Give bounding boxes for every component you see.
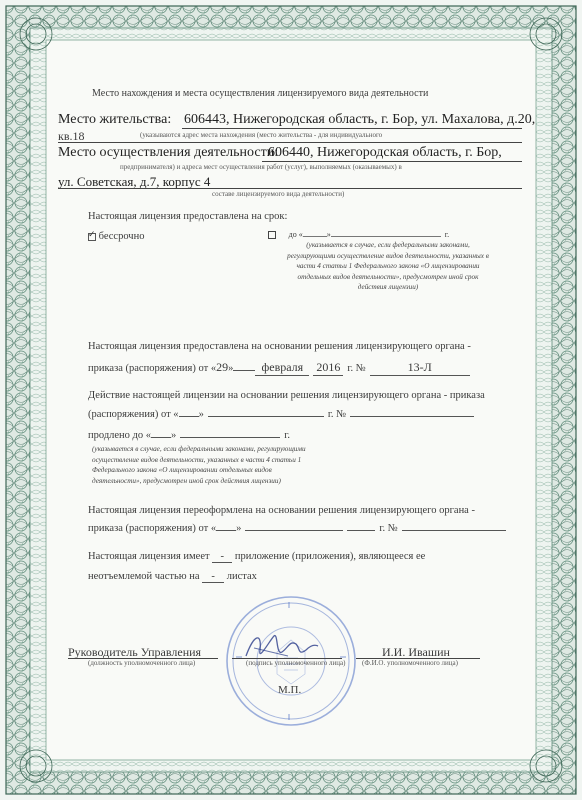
appendix-line1	[88, 551, 425, 563]
activity-place-note-2: составе лицензируемого вида деятельности)	[212, 190, 345, 198]
until-suffix: г.	[444, 230, 450, 239]
appendix-line2-prefix: неотъемлемой частью на	[88, 571, 200, 582]
extension-quote-close-2: »	[171, 430, 177, 441]
until-month-blank	[331, 236, 441, 237]
appendix-count: -	[212, 551, 232, 563]
sign-note: (подпись уполномоченного лица)	[246, 659, 346, 667]
extension-g-no: г. №	[327, 409, 347, 420]
name-note: (Ф.И.О. уполномоченного лица)	[362, 659, 458, 667]
reissue-line2	[88, 523, 506, 534]
until-prefix: до «	[288, 230, 303, 239]
signatory-name: И.И. Ивашин	[382, 645, 450, 659]
term-intro: Настоящая лицензия предоставлена на срок:	[88, 211, 288, 222]
until-mid: »	[326, 230, 331, 239]
until-day-blank	[303, 236, 327, 237]
section-title: Место нахождения и места осуществления лицензируемого вида деятельности	[92, 88, 429, 99]
basis-order-prefix: приказа (распоряжения) от «	[88, 363, 217, 374]
activity-underline-2	[58, 188, 522, 189]
reissue-quote-close: »	[236, 523, 242, 534]
basis-month: февраля	[255, 360, 309, 376]
term-note: (указывается в случае, если федеральными законами, регулирующими осуществление видов деятельности, указанных в части 4 статьи 1 Федерального закона «О лицензировании отдельных видов деятельности», предусмотрен иной срок действия лицензии)	[287, 241, 489, 291]
extension-line1: Действие настоящей лицензии на основании решения лицензирующего органа - приказа	[88, 390, 485, 401]
extension-extended-prefix: продлено до «	[88, 430, 152, 441]
basis-line1: Настоящая лицензия предоставлена на основании решения лицензирующего органа -	[88, 341, 471, 352]
activity-place-label: Место осуществления деятельности:	[58, 145, 279, 160]
basis-quote-close: »	[228, 363, 234, 374]
appendix-line2	[88, 571, 257, 583]
extension-line2	[88, 409, 474, 420]
residence-value: 606443, Нижегородская область, г. Бор, ул. Махалова, д.20,	[184, 112, 536, 127]
basis-year: 2016	[313, 360, 343, 376]
basis-line2	[88, 360, 470, 376]
extension-g: г.	[284, 430, 291, 441]
seal-place-label: М.П.	[278, 684, 302, 696]
appendix-sheets: -	[202, 571, 224, 583]
residence-label: Место жительства:	[58, 112, 172, 127]
extension-quote-close: »	[198, 409, 204, 420]
extension-line3	[88, 430, 290, 441]
reissue-g-no: г. №	[379, 523, 398, 534]
residence-underline	[182, 128, 522, 129]
until-checkbox	[268, 231, 276, 239]
appendix-prefix: Настоящая лицензия имеет	[88, 551, 210, 562]
reissue-line1: Настоящая лицензия переоформлена на основании решения лицензирующего органа -	[88, 505, 475, 516]
extension-order-prefix: (распоряжения) от «	[88, 409, 179, 420]
activity-place-note: предпринимателя) и адреса мест осуществления работ (услуг), выполняемых (оказываемых) в	[120, 163, 402, 171]
activity-underline	[262, 161, 522, 162]
appendix-line2-suffix: листах	[226, 571, 257, 582]
reissue-order-prefix: приказа (распоряжения) от «	[88, 523, 217, 534]
indefinite-checkbox: ✓	[88, 228, 96, 239]
residence-underline-2	[58, 142, 522, 143]
term-until-option	[268, 229, 449, 240]
residence-value-cont: кв.18	[58, 129, 85, 143]
basis-day: 29	[216, 360, 229, 374]
activity-place-value: 606440, Нижегородская область, г. Бор,	[268, 145, 502, 160]
position-note: (должность уполномоченного лица)	[88, 659, 196, 667]
signatory-position: Руководитель Управления	[68, 645, 202, 659]
indefinite-label: бессрочно	[98, 231, 145, 242]
residence-note: (указываются адрес места нахождения (место жительства - для индивидуального	[140, 131, 383, 139]
basis-number: 13-Л	[370, 360, 470, 376]
basis-g-no: г. №	[347, 363, 366, 374]
activity-place-value-cont: ул. Советская, д.7, корпус 4	[58, 174, 211, 189]
term-indefinite-option	[88, 228, 145, 242]
appendix-suffix: приложение (приложения), являющееся ее	[234, 551, 426, 562]
extension-note: (указывается в случае, если федеральными законами, регулирующими осуществление видов деятельности, указанных в части 4 статьи 1 Федерального закона «О лицензировании отдельных видов деятельности», предусмотрен иной срок действия лицензии)	[92, 445, 306, 485]
